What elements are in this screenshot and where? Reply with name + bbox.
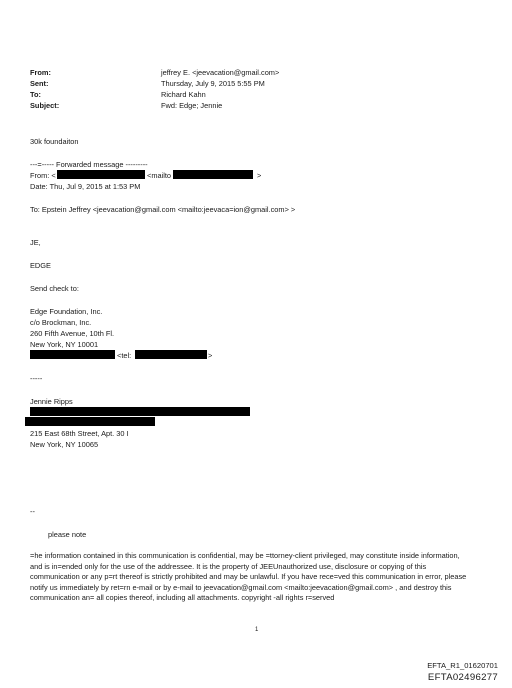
fwd-date: Date: Thu, Jul 9, 2015 at 1:53 PM	[30, 182, 141, 191]
signature-address-line: 215 East 68th Street, Apt. 30 I	[30, 429, 129, 438]
fwd-from-mailto: <mailto	[147, 171, 172, 180]
redaction-block	[57, 170, 145, 179]
tel-prefix: <tel:	[117, 351, 132, 360]
fwd-to: To: Epstein Jeffrey <jeevacation@gmail.com <mailto:jeevaca=ion@gmail.com> >	[30, 205, 296, 214]
forwarded-header: ---=----- Forwarded message ---------	[30, 160, 148, 169]
from-value: jeffrey E. <jeevacation@gmail.com>	[161, 68, 280, 77]
address-line: 260 Fifth Avenue, 10th Fl.	[30, 329, 115, 338]
edge-heading: EDGE	[30, 261, 51, 270]
footer-id-2: EFTA02496277	[427, 672, 498, 683]
tel-end: >	[208, 351, 213, 360]
fwd-from-prefix: From: <	[30, 171, 56, 180]
to-label: To:	[30, 90, 41, 99]
signature-address-line: New York, NY 10065	[30, 440, 99, 449]
subject-label: Subject:	[30, 101, 60, 110]
double-dash: --	[30, 507, 35, 516]
disclaimer-text: =he information contained in this communication is confidential, may be =ttorney-client privileged, may constitute inside information, and is in=ended only for the use of the addressee. It is the property of JEEUnauthorized use, disclosure or copying of this communication or any p=rt thereof is strictly prohibited and may be unlawful. If you have rece=ved this communication in error, please notify us immediately by ret=rn e-mail or by e-mail to jeevacation@gmail.com <mailto:jeevacation@gmail.com> , and destroy this communication an= all copies thereof, including all attachments. copyright -all rights r=served	[30, 551, 467, 603]
sent-value: Thursday, July 9, 2015 5:55 PM	[161, 79, 265, 88]
address-line: New York, NY 10001	[30, 340, 99, 349]
body-note: 30k foundaiton	[30, 137, 79, 146]
subject-value: Fwd: Edge; Jennie	[161, 101, 223, 110]
address-line: Edge Foundation, Inc.	[30, 307, 103, 316]
greeting: JE,	[30, 238, 41, 247]
address-line: c/o Brockman, Inc.	[30, 318, 92, 327]
separator-dashes: -----	[30, 374, 43, 383]
sent-label: Sent:	[30, 79, 49, 88]
to-value: Richard Kahn	[161, 90, 206, 99]
footer-id-1: EFTA_R1_01620701	[427, 661, 498, 670]
redaction-block	[30, 407, 250, 416]
page-number: 1	[255, 627, 259, 633]
send-check-text: Send check to:	[30, 284, 79, 293]
redaction-block	[173, 170, 253, 179]
fwd-from-end: >	[257, 171, 262, 180]
redaction-block	[135, 350, 207, 359]
redaction-block	[30, 350, 115, 359]
from-label: From:	[30, 68, 51, 77]
please-note: please note	[48, 530, 87, 539]
signature-name: Jennie Ripps	[30, 397, 73, 406]
redaction-block	[25, 417, 155, 426]
